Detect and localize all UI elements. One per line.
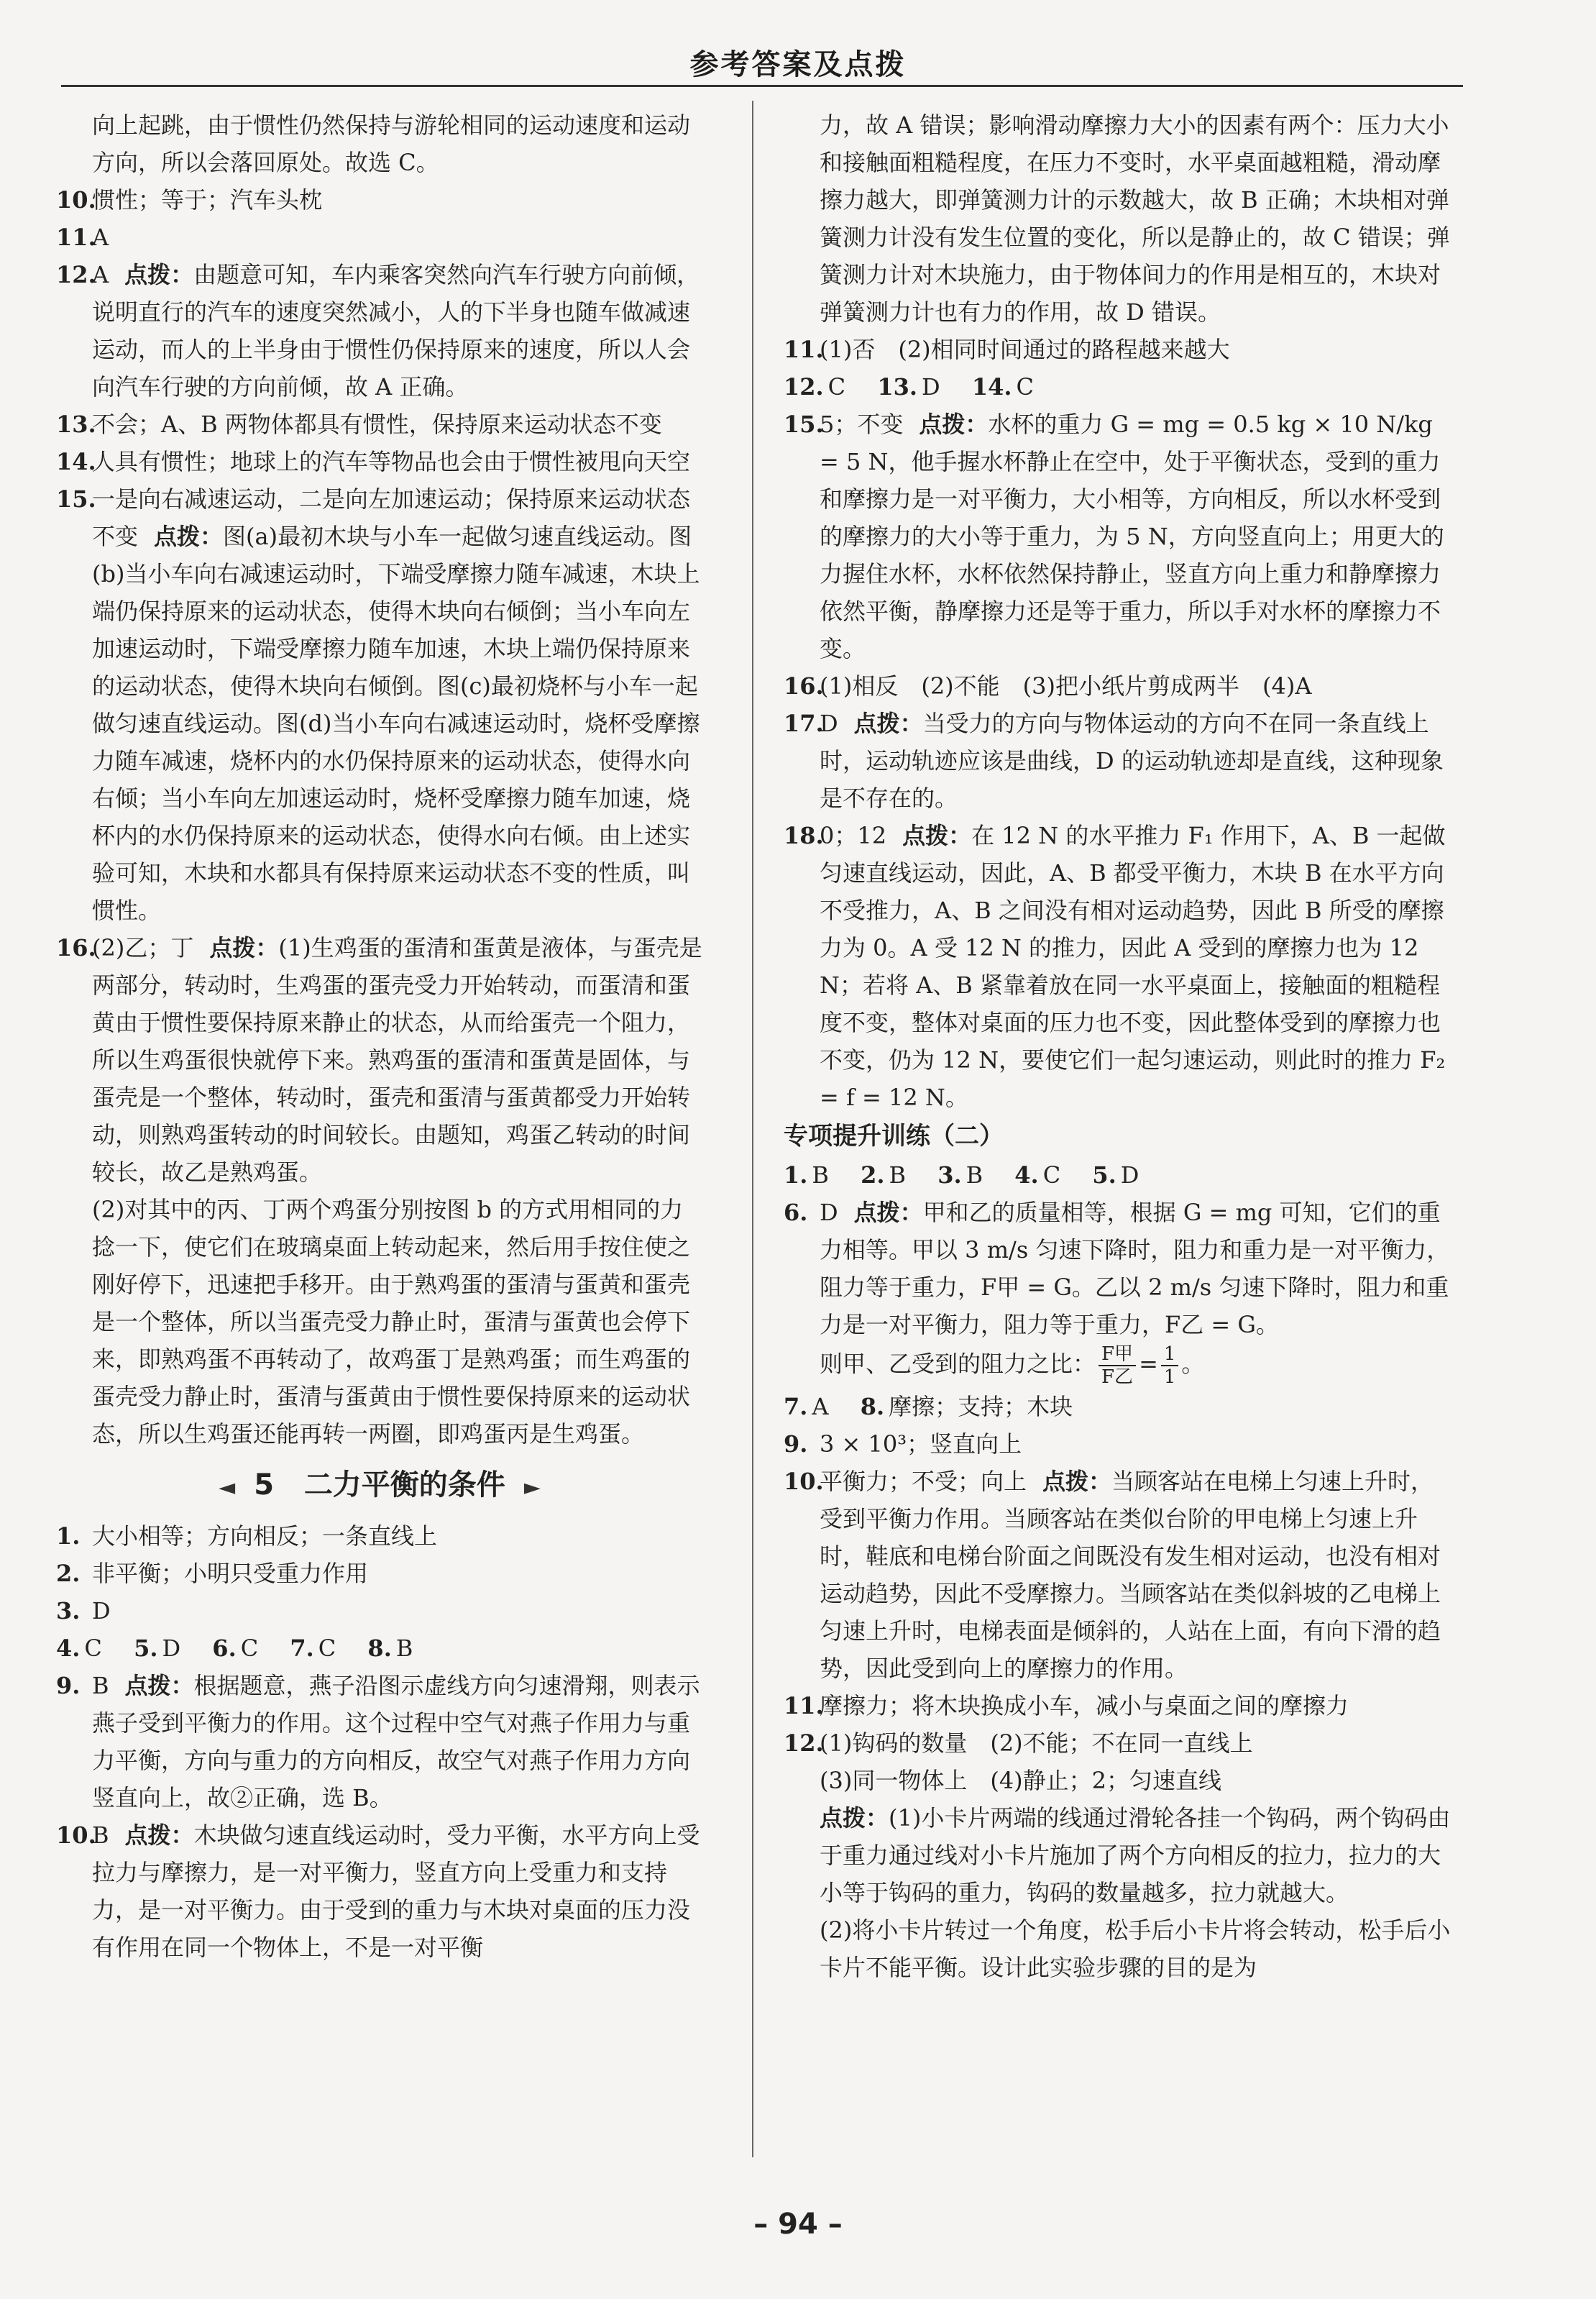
answer-item: 3. D xyxy=(56,1597,111,1624)
answer-item: 10. 平衡力；不受；向上 点拨：当顾客站在电梯上匀速上升时，受到平衡力作用。当顾客站在类似台阶的甲电梯上匀速上升时，鞋底和电梯台阶面之间既没有发生相对运动，也没有相对运动趋势，因此不受摩擦力。当顾客站在类似斜坡的乙电梯上匀速上升时，电梯表面是倾斜的，人站在上面，有向下滑的趋势，因此受到向上的摩擦力的作用。 xyxy=(784,1468,1441,1682)
section-title: 二力平衡的条件 xyxy=(303,1468,505,1502)
ratio-fraction: $\frac{\text{F甲}}{\text{F乙}}$ xyxy=(1099,1343,1136,1388)
answer-item: 15. 5；不变 点拨：水杯的重力 G = mg = 0.5 kg × 10 N/kg = 5 N，他手握水杯静止在空中，处于平衡状态，受到的重力和摩擦力是一对平衡力，大小相等，方向相反，所以水杯受到的摩擦力的大小等于重力，为 5 N，方向竖直向上；用更大的力握住水杯，水杯依然保持静止，竖直方向上重力和静摩擦力依然平衡，静摩擦力还是等于重力，所以手对水杯的摩擦力不变。 xyxy=(784,411,1444,662)
answer-row: 4. C 5. D 6. C 7. C 8. B xyxy=(56,1635,413,1662)
answer-paragraph: 点拨：(1)小卡片两端的线通过滑轮各挂一个钩码，两个钩码由于重力通过线对小卡片施加了两个方向相反的拉力，拉力的大小等于钩码的重力，钩码的数量越多，拉力就越大。 xyxy=(820,1804,1451,1906)
answer-row: 7. A 8. 摩擦；支持；木块 xyxy=(784,1393,1073,1420)
answer-item: 2. 非平衡；小明只受重力作用 xyxy=(56,1560,369,1587)
column-divider xyxy=(752,101,753,2157)
answer-item: 13. 不会；A、B 两物体都具有惯性，保持原来运动状态不变 xyxy=(56,411,662,438)
answer-row: 1. B 2. B 3. B 4. C 5. D xyxy=(784,1161,1139,1189)
right-column xyxy=(784,106,1454,1986)
answer-item: 12. A 点拨：由题意可知，车内乘客突然向汽车行驶方向前倾，说明直行的汽车的速度突然减小，人的下半身也随车做减速运动，而人的上半身由于惯性仍保持原来的速度，所以人会向汽车行驶的方向前倾，故 A 正确。 xyxy=(56,261,700,401)
answer-item: 6. D 点拨：甲和乙的质量相等，根据 G = mg 可知，它们的重力相等。甲以 3 m/s 匀速下降时，阻力和重力是一对平衡力，阻力等于重力，F甲 = G。乙以 2 m/s 匀速下降时，阻力和重力是一对平衡力，阻力等于重力，F乙 = G。 则甲、乙受到的阻力之比： $\frac{\text{F甲}}{\text{F乙}}$ = $\frac{1}{1}$ 。 xyxy=(784,1199,1450,1388)
answer-paragraph: (2)将小卡片转过一个角度，松手后小卡片将会转动，松手后小卡片不能平衡。设计此实验步骤的目的是为 xyxy=(820,1916,1451,1981)
answer-item: 18. 0；12 点拨：在 12 N 的水平推力 F₁ 作用下，A、B 一起做匀速直线运动，因此，A、B 都受平衡力，木块 B 在水平方向不受推力，A、B 之间没有相对运动趋势，因此 B 所受的摩擦力为 0。A 受 12 N 的推力，因此 A 受到的摩擦力也为 12 N；若将 A、B 紧靠着放在同一水平桌面上，接触面的粗糙程度不变，整体对桌面的压力也不变，因此整体受到的摩擦力也不变，仍为 12 N，要使它们一起匀速运动，则此时的推力 F₂ = f = 12 N。 xyxy=(784,822,1446,1111)
section-number: 5 xyxy=(254,1468,275,1502)
answer-item: 11. A xyxy=(56,224,109,251)
answer-item: 9. B 点拨：根据题意，燕子沿图示虚线方向匀速滑翔，则表示燕子受到平衡力的作用。这个过程中空气对燕子作用力与重力平衡，方向与重力的方向相反，故空气对燕子作用力方向竖直向上，故②正确，选 B。 xyxy=(56,1672,700,1811)
page-header-title: 参考答案及点拨 xyxy=(689,48,907,81)
answer-item: 15. 一是向右减速运动，二是向左加速运动；保持原来运动状态不变 点拨：图(a)最初木块与小车一起做匀速直线运动。图(b)当小车向右减速运动时，下端受摩擦力随车减速，木块上端仍保持原来的运动状态，使得木块向右倾倒；当小车向左加速运动时，下端受摩擦力随车加速，木块上端仍保持原来的运动状态，使得木块向右倾倒。图(c)最初烧杯与小车一起做匀速直线运动。图(d)当小车向右减速运动时，烧杯受摩擦力随车减速，烧杯内的水仍保持原来的运动状态，使得水向右倾；当小车向左加速运动时，烧杯受摩擦力随车加速，烧杯内的水仍保持原来的运动状态，使得水向右倾。由上述实验可知，木块和水都具有保持原来运动状态不变的性质，叫惯性。 xyxy=(56,485,700,924)
left-column xyxy=(56,106,703,1966)
answer-item: 10. 惯性；等于；汽车头枕 xyxy=(56,186,323,214)
answer-item: 11. 摩擦力；将木块换成小车，减小与桌面之间的摩擦力 xyxy=(784,1692,1349,1719)
answer-paragraph: (2)对其中的丙、丁两个鸡蛋分别按图 b 的方式用相同的力捻一下，使它们在玻璃桌面上转动起来，然后用手按住使之刚好停下，迅速把手移开。由于熟鸡蛋的蛋清与蛋黄和蛋壳是一个整体，所以当蛋壳受力静止时，蛋清与蛋黄也会停下来，即熟鸡蛋不再转动了，故鸡蛋丁是熟鸡蛋；而生鸡蛋的蛋壳受力静止时，蛋清与蛋黄由于惯性要保持原来的运动状态，所以生鸡蛋还能再转一两圈，即鸡蛋丙是生鸡蛋。 xyxy=(92,1196,691,1448)
header-rule xyxy=(61,85,1463,87)
answer-item: 10. B 点拨：木块做匀速直线运动时，受力平衡，水平方向上受拉力与摩擦力，是一对平衡力，竖直方向上受重力和支持力，是一对平衡力。由于受到的重力与木块对桌面的压力没有作用在同一个物体上，不是一对平衡 xyxy=(56,1822,700,1961)
answer-item: 14. 人具有惯性；地球上的汽车等物品也会由于惯性被甩向天空 xyxy=(56,448,691,475)
answer-continuation: 向上起跳，由于惯性仍然保持与游轮相同的运动速度和运动方向，所以会落回原处。故选 C。 xyxy=(92,111,691,176)
answer-line: (3)同一物体上 (4)静止；2；匀速直线 xyxy=(820,1767,1222,1794)
section-heading xyxy=(56,1463,703,1510)
ratio-value-fraction: $\frac{1}{1}$ xyxy=(1161,1343,1179,1388)
answer-item: 1. 大小相等；方向相反；一条直线上 xyxy=(56,1522,438,1550)
answer-continuation: 力，故 A 错误；影响滑动摩擦力大小的因素有两个：压力大小和接触面粗糙程度，在压力不变时，水平桌面越粗糙，滑动摩擦力越大，即弹簧测力计的示数越大，故 B 正确；木块相对弹簧测力计没有发生位置的变化，所以是静止的，故 C 错误；弹簧测力计对木块施力，由于物体间力的作用是相互的，木块对弹簧测力计也有力的作用，故 D 错误。 xyxy=(820,111,1450,326)
answer-item: 12. (1)钩码的数量 (2)不能；不在同一直线上 xyxy=(784,1729,1253,1757)
page-number: – 94 – xyxy=(753,2208,843,2241)
answer-item: 17. D 点拨：当受力的方向与物体运动的方向不在同一条直线上时，运动轨迹应该是曲线，D 的运动轨迹却是直线，这种现象是不存在的。 xyxy=(784,710,1444,812)
answer-item: 11. (1)否 (2)相同时间通过的路程越来越大 xyxy=(784,336,1230,363)
answer-item: 16. (1)相反 (2)不能 (3)把小纸片剪成两半 (4)A xyxy=(784,672,1312,700)
subsection-heading: 专项提升训练（二） xyxy=(784,1122,1004,1151)
answer-item: 16. (2)乙；丁 点拨：(1)生鸡蛋的蛋清和蛋黄是液体，与蛋壳是两部分，转动时，生鸡蛋的蛋壳受力开始转动，而蛋清和蛋黄由于惯性要保持原来静止的状态，从而给蛋壳一个阻力，所以生鸡蛋很快就停下来。熟鸡蛋的蛋清和蛋黄是固体，与蛋壳是一个整体，转动时，蛋壳和蛋清与蛋黄都受力开始转动，则熟鸡蛋转动的时间较长。由题知，鸡蛋乙转动的时间较长，故乙是熟鸡蛋。 xyxy=(56,934,702,1186)
left-triangle-icon: ◄ xyxy=(219,1475,236,1500)
right-triangle-icon: ► xyxy=(523,1475,541,1500)
answer-item: 9. 3 × 10³；竖直向上 xyxy=(784,1430,1022,1458)
answer-row: 12. C 13. D 14. C xyxy=(784,373,1034,401)
